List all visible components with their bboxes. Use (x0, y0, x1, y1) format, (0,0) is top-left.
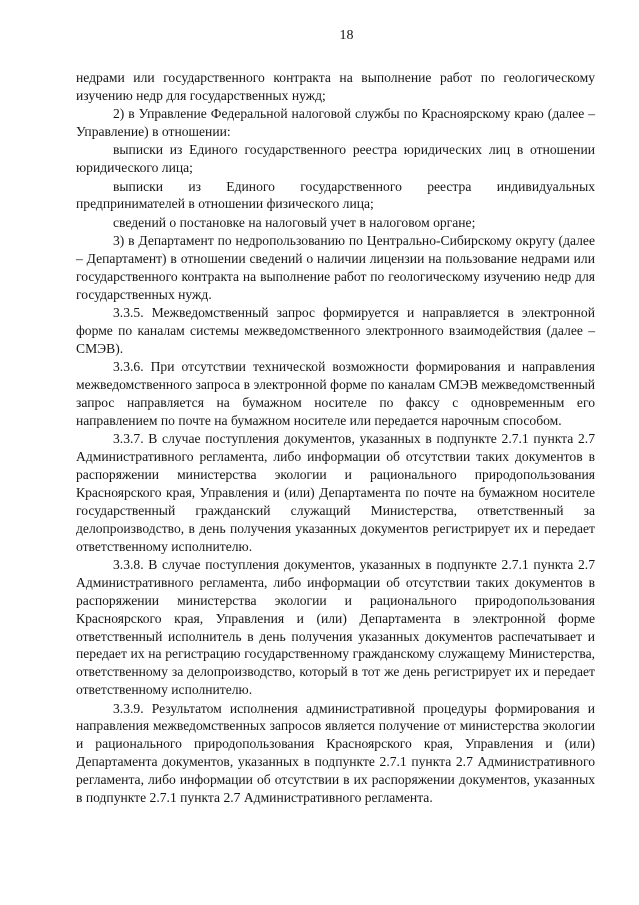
paragraph-3-3-5: 3.3.5. Межведомственный запрос формируется и направляется в электронной форме по каналам системы межведомственного электронного взаимодействия (далее – СМЭВ). (76, 305, 595, 356)
paragraph-extract-individual: выписки из Единого государственного реестра индивидуальных предпринимателей в отношении физического лица; (76, 178, 595, 212)
paragraph-3-3-6: 3.3.6. При отсутствии технической возможности формирования и направления межведомственного запроса в электронной форме по каналам СМЭВ межведомственный запрос направляется на бумажном носителе по факсу с одновременным его направлением по почте на бумажном носителе или передается нарочным способом. (76, 359, 595, 428)
paragraph-3-3-8: 3.3.8. В случае поступления документов, указанных в подпункте 2.7.1 пункта 2.7 Административного регламента, либо информации об отсутствии таких документов в распоряжении министерства экологии и рационального природопользования Красноярского края, Управления и (или) Департамента в электронной форме ответственный исполнитель в день получения указанных документов распечатывает и передает их на регистрацию государственному гражданскому служащему Министерства, ответственному за делопроизводство, который в тот же день регистрирует их и передает ответственному исполнителю. (76, 556, 595, 698)
paragraph-tax-registration: сведений о постановке на налоговый учет в налоговом органе; (113, 214, 476, 230)
paragraph-item-3: 3) в Департамент по недропользованию по Центрально-Сибирскому округу (далее – Департамент) в отношении сведений о наличии лицензии на пользование недрами или государственного контракта на выполнение работ по геологическому изучению недр для государственных нужд. (76, 233, 595, 302)
page-number: 18 (339, 28, 354, 43)
paragraph-item-2: 2) в Управление Федеральной налоговой службы по Красноярскому краю (далее – Управление) в отношении: (76, 106, 595, 140)
paragraph-nedrami: недрами или государственного контракта на выполнение работ по геологическому изучению недр для государственных нужд; (76, 69, 595, 103)
paragraph-3-3-7: 3.3.7. В случае поступления документов, указанных в подпункте 2.7.1 пункта 2.7 Административного регламента, либо информации об отсутствии таких документов в распоряжении министерства экологии и рационального природопользования Красноярского края, Управления и (или) Департамента по почте на бумажном носителе государственный гражданский служащий Министерства, ответственный за делопроизводство, в день получения указанных документов регистрирует их и передает ответственному исполнителю. (76, 431, 595, 554)
paragraph-extract-legal: выписки из Единого государственного реестра юридических лиц в отношении юридического лица; (76, 142, 595, 176)
paragraph-3-3-9: 3.3.9. Результатом исполнения административной процедуры формирования и направления межведомственных запросов является получение от министерства экологии и рационального природопользования Красноярского края, Управления и (или) Департамента документов, указанных в подпункте 2.7.1 пункта 2.7 Административного регламента, либо информации об отсутствии в их распоряжении документов, указанных в подпункте 2.7.1 пункта 2.7 Административного регламента. (76, 700, 595, 806)
